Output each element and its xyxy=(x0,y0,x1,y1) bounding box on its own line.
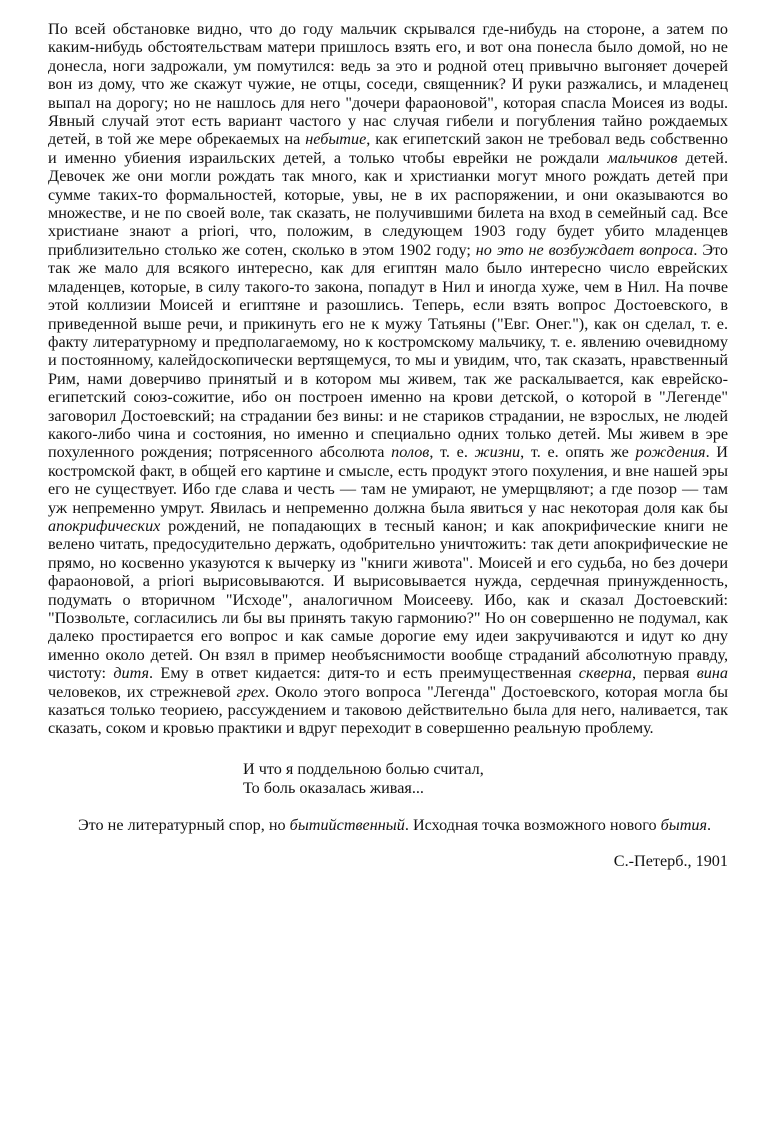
italic-text-run: рождения xyxy=(635,443,706,462)
text-run: Это не литературный спор, но xyxy=(78,815,290,834)
italic-text-run: жизни xyxy=(474,443,521,462)
italic-text-run: бытийственный xyxy=(289,815,405,834)
italic-text-run: апокрифических xyxy=(48,516,161,535)
text-run: . Это так же мало для всякого интересно, как для египтян мало было интересно число еврейских младенцев, которые, в силу такого-то закона, попадут в Нил и иногда хуже, чем в Нил. На почве этой коллизии Моисей и египтяне и разошлись. Теперь, если взять вопрос Достоевского, в приведенной выше речи, и прикинуть его не к мужу Татьяны ("Евг. Онег."), как он сделал, т. е. факту литературному и предполагаемому, но к костромскому мальчику, т. е. явлению очевидному и постоянному, калейдоскопически вертящемуся, то мы и увидим, что, так сказать, нравственный Рим, нами доверчиво принятый и в котором мы живем, так же раскалывается, как еврейско-египетский союз-сожитие, ибо он построен именно на крови детской, о которой в "Легенде" заговорил Достоевский; на страдании без вины: и не стариков страдании, не взрослых, не людей какого-либо чина и состояния, но именно и специально одних только детей. Мы живем в эре похуленного рождения; потрясенного абсолюта xyxy=(48,240,728,462)
main-paragraph xyxy=(48,20,728,738)
document-page xyxy=(48,20,728,871)
italic-text-run: бытия xyxy=(660,815,708,834)
text-run: , первая xyxy=(631,664,697,683)
poem-line: И что я поддельною болью считал, xyxy=(243,759,484,778)
italic-text-run: полов xyxy=(391,443,430,462)
text-run: , т. е. опять же xyxy=(520,443,636,462)
poem-line: То боль оказалась живая... xyxy=(243,778,424,797)
italic-text-run: вина xyxy=(696,664,728,683)
text-run: . xyxy=(707,815,712,834)
closing-paragraph xyxy=(48,816,728,834)
poem-quote xyxy=(243,760,728,798)
text-run: , как египетский закон не требовал ведь собственно и именно убиения израильских детей, а только чтобы еврейки не рождали xyxy=(48,130,729,167)
text-run: . И костромской факт, в общей его картине и смысле, есть продукт этого похуления, и вне нашей эры его не существует. Ибо где слава и честь — там не умирают, не умерщвляют; а где позор — там уж непременно умрут. Явилась и непременно должна была явиться у нас некоторая доля как бы xyxy=(48,443,728,517)
place-date-signature: С.-Петерб., 1901 xyxy=(613,852,728,871)
text-run: . Около этого вопроса "Легенда" Достоевского, которая могла бы казаться только теориею, рассуждением и таковою действительно была для него, наливается, так сказать, соком и кровью практики и вдруг переходит в совершенно реальную проблему. xyxy=(48,682,728,738)
italic-text-run: но это не возбуждает вопроса xyxy=(475,240,694,259)
italic-text-run: небытие xyxy=(305,130,367,149)
text-run: рождений, не попадающих в тесный канон; и как апокрифические книги не велено читать, предосудительно держать, одобрительно уничтожить: так дети апокрифические не прямо, но косвенно указуются к вычерку из "книги живота". Моисей и его судьба, но без дочери фараоновой, a priori вырисовываются. И вырисовывается нужда, сердечная принужденность, подумать о вторичном "Исходе", аналогичном Моисееву. Ибо, как и сказал Достоевский: "Позвольте, согласились ли бы вы принять такую гармонию?" Но он совершенно не подумал, как далеко простирается его вопрос и как самые дорогие ему идеи закручиваются и идут ко дну именно около детей. Он взял в пример необъяснимости вообще страданий абсолютную правду, чистоту: xyxy=(48,516,728,683)
italic-text-run: дитя xyxy=(113,664,150,683)
text-run: . Ему в ответ кидается: дитя-то и есть преимущественная xyxy=(149,664,579,683)
italic-text-run: мальчиков xyxy=(607,148,678,167)
text-run: , т. е. xyxy=(429,443,475,462)
text-run: По всей обстановке видно, что до году мальчик скрывался где-нибудь на стороне, а затем по каким-нибудь обстоятельствам матери пришлось взять его, и вот она понесла было домой, но не донесла, ноги задрожали, ум помутился: ведь за это и родной отец привычно выгоняет дочерей вон из дому, что же скажут чужие, не отцы, соседи, священник? И руки разжались, и младенец выпал на дорогу; но не нашлось для него "дочери фараоновой", которая спасла Моисея из воды. Явный случай этот есть вариант частого у нас случая гибели и погубления тайно рождаемых детей, в той же мере обрекаемых на xyxy=(48,20,728,149)
italic-text-run: скверна xyxy=(578,664,632,683)
text-run: . Исходная точка возможного нового xyxy=(404,815,661,834)
italic-text-run: грех xyxy=(236,682,266,701)
text-run: человеков, их стрежневой xyxy=(48,682,237,701)
text-run: детей. Девочек же они могли рождать так много, как и христианки могут много рождать детей при сумме таких-то формальностей, которые, увы, не в их распоряжении, и они оказываются во множестве, и не по своей воле, так сказать, не получившими билета на вход в семейный сад. Все христиане знают a priori, что, положим, в следующем 1903 году будет убито младенцев приблизительно столько же сотен, сколько в этом 1902 году; xyxy=(48,148,729,259)
